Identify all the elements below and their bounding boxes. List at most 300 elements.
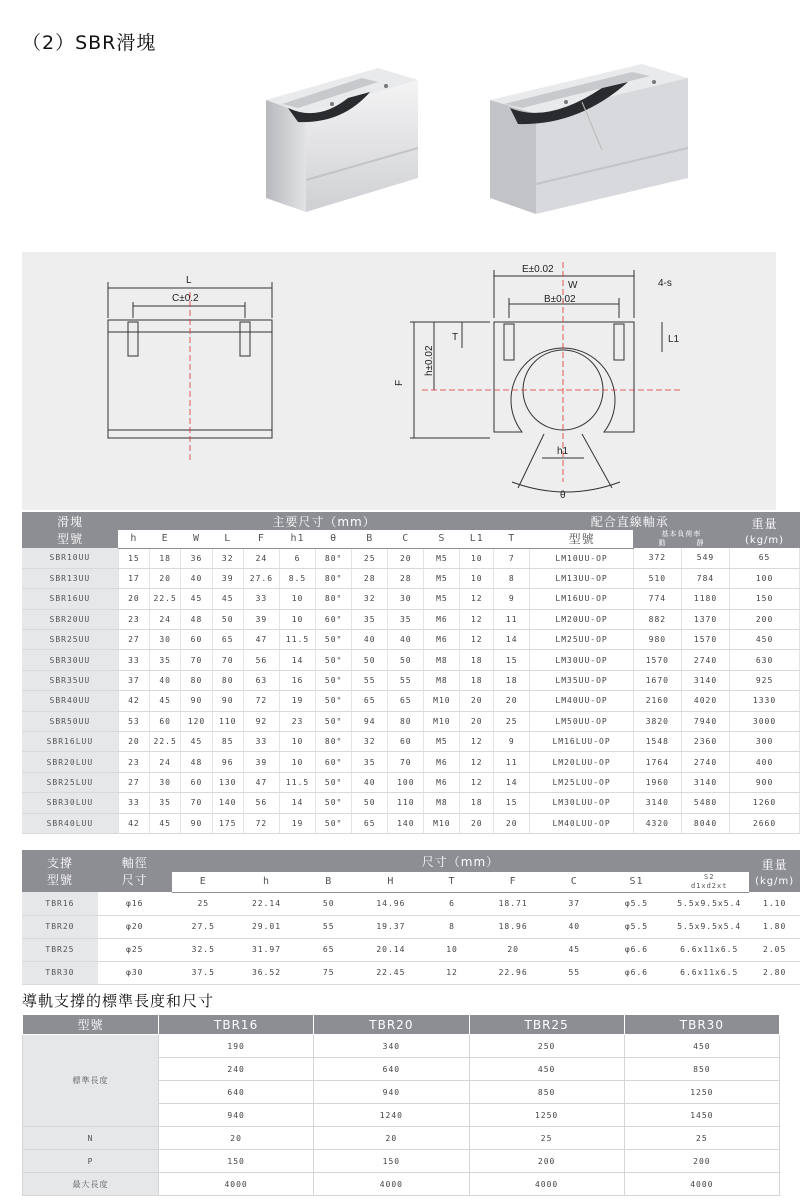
row-model: SBR30UU (22, 650, 118, 670)
table-cell: 35 (150, 793, 181, 813)
table-cell: 28 (352, 568, 388, 588)
table-cell: 40 (352, 630, 388, 650)
table-cell: 40 (150, 670, 181, 690)
table-row (23, 1173, 780, 1196)
header-support-dims: 尺寸（mm） (172, 850, 750, 872)
table-cell: 1330 (730, 691, 800, 711)
table-cell: 850 (624, 1058, 779, 1081)
table-cell: 1548 (633, 732, 681, 752)
table-cell: 200 (469, 1150, 624, 1173)
table-cell: 35 (388, 609, 424, 629)
table-cell: 640 (159, 1081, 314, 1104)
header-sup-s2: S2 d1xd2xt (669, 872, 749, 892)
table-cell: 15 (494, 793, 530, 813)
table-cell: 16 (279, 670, 315, 690)
table-row (23, 1150, 780, 1173)
table-cell: 35 (352, 752, 388, 772)
header-bearing: 配合直線軸承 (530, 512, 730, 530)
table-cell: 14.96 (359, 892, 422, 915)
table-cell: M6 (424, 630, 460, 650)
header-dim-h1: h1 (279, 530, 315, 548)
table-cell: 24 (150, 752, 181, 772)
table-cell: 12 (460, 752, 494, 772)
table-cell: 39 (243, 609, 279, 629)
table-cell: 85 (212, 732, 243, 752)
dim-label-l1: L1 (668, 334, 680, 345)
table-cell: 22.5 (150, 732, 181, 752)
table-cell: 20 (118, 732, 149, 752)
header-dim-b: B (352, 530, 388, 548)
table-cell: 50 (298, 892, 359, 915)
header-sup-c: C (545, 872, 604, 892)
header-dim-s: S (424, 530, 460, 548)
table-row (22, 772, 800, 792)
table-cell: 60° (316, 609, 352, 629)
header-tbr25: TBR25 (469, 1015, 624, 1035)
table-cell: 42 (118, 691, 149, 711)
table-cell: 65 (298, 938, 359, 961)
table-cell: φ20 (98, 915, 172, 938)
table-cell: 11 (494, 752, 530, 772)
header-length-model: 型號 (23, 1015, 159, 1035)
table-cell: 23 (118, 609, 149, 629)
table-cell: 25 (494, 711, 530, 731)
row-model: SBR40UU (22, 691, 118, 711)
table-cell: 80° (316, 548, 352, 568)
header-dim-h: h (118, 530, 149, 548)
table-cell: 1670 (633, 670, 681, 690)
table-cell: LM16LUU-OP (530, 732, 633, 752)
header-bearing-model: 型號 (530, 530, 633, 548)
table-cell: 925 (730, 670, 800, 690)
table-cell: 70 (388, 752, 424, 772)
table-cell: 40 (545, 915, 604, 938)
table-cell: 2.05 (749, 938, 800, 961)
table-cell: 36 (181, 548, 212, 568)
table-cell: 35 (352, 609, 388, 629)
table-row (22, 915, 800, 938)
header-tbr16: TBR16 (159, 1015, 314, 1035)
length-section-title: 導軌支撐的標準長度和尺寸 (22, 992, 215, 1010)
table-cell: φ5.5 (604, 915, 669, 938)
table-cell: 32 (352, 589, 388, 609)
dim-label-s: 4-s (658, 278, 672, 289)
table-row (22, 752, 800, 772)
header-sup-h: h (235, 872, 298, 892)
table-cell: 53 (118, 711, 149, 731)
page-title: （2）SBR滑塊 (22, 32, 157, 54)
table-cell: 20 (460, 691, 494, 711)
table-cell: LM30LUU-OP (530, 793, 633, 813)
table-cell: 17 (118, 568, 149, 588)
table-cell: 1180 (681, 589, 729, 609)
table-cell: LM25UU-OP (530, 630, 633, 650)
table-cell: 100 (730, 568, 800, 588)
table-cell: 3140 (681, 670, 729, 690)
table-cell: 50 (352, 650, 388, 670)
table-cell: φ6.6 (604, 938, 669, 961)
table-cell: 4000 (314, 1173, 469, 1196)
table-cell: 60° (316, 752, 352, 772)
table-cell: 100 (388, 772, 424, 792)
dim-label-e: E±0.02 (522, 264, 554, 275)
table-cell: 140 (388, 813, 424, 833)
table-cell: 10 (423, 938, 482, 961)
table-cell: 42 (118, 813, 149, 833)
row-label-std-length: 標準長度 (23, 1035, 159, 1127)
table-cell: φ6.6 (604, 961, 669, 984)
table-cell: 8040 (681, 813, 729, 833)
table-cell: 20 (460, 813, 494, 833)
table-cell: 450 (624, 1035, 779, 1058)
table-cell: 45 (181, 589, 212, 609)
table-cell: 25 (624, 1127, 779, 1150)
table-row (22, 711, 800, 731)
table-cell: 9 (494, 589, 530, 609)
dimension-drawing (22, 252, 776, 510)
table-cell: 22.14 (235, 892, 298, 915)
table-cell: LM25LUU-OP (530, 772, 633, 792)
table-cell: M10 (424, 691, 460, 711)
table-cell: 65 (352, 813, 388, 833)
table-cell: LM40UU-OP (530, 691, 633, 711)
table-cell: 50° (316, 772, 352, 792)
table-cell: 55 (545, 961, 604, 984)
table-row (22, 609, 800, 629)
table-cell: 1960 (633, 772, 681, 792)
table-cell: 50 (352, 793, 388, 813)
table-cell: 1.80 (749, 915, 800, 938)
table-cell: 32 (352, 732, 388, 752)
table-row (22, 732, 800, 752)
table-row (22, 630, 800, 650)
table-row (22, 892, 800, 915)
table-cell: 19 (279, 813, 315, 833)
table-cell: 22.45 (359, 961, 422, 984)
table-cell: 3000 (730, 711, 800, 731)
table-cell: 30 (150, 772, 181, 792)
table-cell: 90 (181, 691, 212, 711)
table-cell: 37.5 (172, 961, 235, 984)
table-cell: 23 (118, 752, 149, 772)
row-model: SBR13UU (22, 568, 118, 588)
table-cell: 19 (279, 691, 315, 711)
row-model: SBR10UU (22, 548, 118, 568)
table-cell: 27 (118, 772, 149, 792)
table-cell: φ25 (98, 938, 172, 961)
table-cell: 20 (118, 589, 149, 609)
dim-label-b: B±0.02 (544, 294, 576, 305)
table-cell: 14 (279, 650, 315, 670)
table-cell: 1370 (681, 609, 729, 629)
table-row (22, 961, 800, 984)
table-cell: 40 (388, 630, 424, 650)
block-spec-table (22, 512, 800, 834)
table-cell: M5 (424, 589, 460, 609)
table-cell: M5 (424, 732, 460, 752)
table-cell: 80° (316, 589, 352, 609)
row-model: TBR30 (22, 961, 98, 984)
table-cell: 55 (352, 670, 388, 690)
header-sup-hh: H (359, 872, 422, 892)
table-cell: 110 (388, 793, 424, 813)
table-cell: 55 (388, 670, 424, 690)
row-label-max-length: 最大長度 (23, 1173, 159, 1196)
table-cell: 510 (633, 568, 681, 588)
table-cell: 50° (316, 793, 352, 813)
table-cell: 35 (150, 650, 181, 670)
table-cell: LM13UU-OP (530, 568, 633, 588)
table-cell: 8 (423, 915, 482, 938)
table-cell: M5 (424, 568, 460, 588)
table-cell: 450 (469, 1058, 624, 1081)
table-cell: 4320 (633, 813, 681, 833)
table-cell: 56 (243, 650, 279, 670)
table-cell: 1240 (314, 1104, 469, 1127)
table-cell: 80 (388, 711, 424, 731)
table-cell: 72 (243, 691, 279, 711)
table-cell: 1260 (730, 793, 800, 813)
dim-label-h1: h1 (557, 446, 569, 457)
table-row (22, 650, 800, 670)
table-cell: LM30UU-OP (530, 650, 633, 670)
table-cell: 32 (212, 548, 243, 568)
table-cell: 12 (460, 772, 494, 792)
table-cell: 90 (212, 691, 243, 711)
table-cell: 80° (316, 568, 352, 588)
row-model: SBR30LUU (22, 793, 118, 813)
table-cell: 92 (243, 711, 279, 731)
header-sup-t: T (423, 872, 482, 892)
table-cell: 6.6x11x6.5 (669, 961, 749, 984)
table-cell: 50° (316, 711, 352, 731)
row-model: TBR16 (22, 892, 98, 915)
header-sup-s1: S1 (604, 872, 669, 892)
table-cell: 65 (730, 548, 800, 568)
table-cell: 7940 (681, 711, 729, 731)
table-cell: 48 (181, 752, 212, 772)
table-cell: 900 (730, 772, 800, 792)
table-cell: 20 (150, 568, 181, 588)
table-cell: 450 (730, 630, 800, 650)
table-cell: 130 (212, 772, 243, 792)
table-cell: 90 (181, 813, 212, 833)
table-cell: LM20UU-OP (530, 609, 633, 629)
table-cell: 340 (314, 1035, 469, 1058)
header-sup-e: E (172, 872, 235, 892)
header-dim-l1: L1 (460, 530, 494, 548)
table-cell: 8 (494, 568, 530, 588)
table-cell: 12 (460, 609, 494, 629)
table-cell: 2740 (681, 752, 729, 772)
product-photo-short (258, 60, 438, 220)
product-photo-long (482, 60, 702, 220)
table-cell: 549 (681, 548, 729, 568)
table-cell: 27 (118, 630, 149, 650)
table-cell: 10 (460, 548, 494, 568)
table-cell: 20 (494, 813, 530, 833)
table-cell: 250 (469, 1035, 624, 1058)
table-cell: M6 (424, 772, 460, 792)
table-cell: 25 (352, 548, 388, 568)
table-cell: 22.96 (482, 961, 545, 984)
table-cell: 150 (730, 589, 800, 609)
table-cell: M8 (424, 670, 460, 690)
table-cell: M8 (424, 650, 460, 670)
table-cell: 20 (314, 1127, 469, 1150)
table-cell: 1570 (681, 630, 729, 650)
table-cell: 50° (316, 630, 352, 650)
table-cell: 1450 (624, 1104, 779, 1127)
table-cell: 2740 (681, 650, 729, 670)
table-cell: 12 (460, 630, 494, 650)
row-label-n: N (23, 1127, 159, 1150)
table-cell: 45 (150, 813, 181, 833)
table-cell: 14 (494, 630, 530, 650)
table-cell: 37 (545, 892, 604, 915)
table-cell: 8.5 (279, 568, 315, 588)
table-cell: 5480 (681, 793, 729, 813)
table-cell: 96 (212, 752, 243, 772)
table-cell: 150 (159, 1150, 314, 1173)
row-model: TBR20 (22, 915, 98, 938)
table-cell: 300 (730, 732, 800, 752)
table-cell: 33 (243, 732, 279, 752)
table-cell: M6 (424, 752, 460, 772)
table-cell: 45 (545, 938, 604, 961)
table-cell: 12 (460, 589, 494, 609)
table-cell: 200 (624, 1150, 779, 1173)
table-cell: 50° (316, 650, 352, 670)
table-cell: 190 (159, 1035, 314, 1058)
table-cell: 10 (279, 752, 315, 772)
table-cell: 140 (212, 793, 243, 813)
table-cell: 55 (298, 915, 359, 938)
table-cell: M8 (424, 793, 460, 813)
table-cell: 14 (494, 772, 530, 792)
table-cell: 18 (494, 670, 530, 690)
table-cell: 1250 (624, 1081, 779, 1104)
table-cell: 3820 (633, 711, 681, 731)
table-cell: 50° (316, 813, 352, 833)
table-cell: 23 (279, 711, 315, 731)
table-cell: 15 (494, 650, 530, 670)
table-cell: 6.6x11x6.5 (669, 938, 749, 961)
table-cell: 18 (460, 670, 494, 690)
table-cell: 94 (352, 711, 388, 731)
table-cell: 39 (212, 568, 243, 588)
header-dim-f: F (243, 530, 279, 548)
table-cell: 2.80 (749, 961, 800, 984)
table-cell: 28 (388, 568, 424, 588)
table-cell: 630 (730, 650, 800, 670)
table-cell: 60 (388, 732, 424, 752)
table-cell: LM40LUU-OP (530, 813, 633, 833)
table-cell: 11.5 (279, 630, 315, 650)
table-cell: 33 (118, 793, 149, 813)
table-cell: M6 (424, 609, 460, 629)
table-cell: 2160 (633, 691, 681, 711)
header-dim-theta: θ (316, 530, 352, 548)
row-model: SBR20LUU (22, 752, 118, 772)
table-cell: φ30 (98, 961, 172, 984)
table-cell: 80° (316, 732, 352, 752)
table-cell: 30 (388, 589, 424, 609)
table-cell: 980 (633, 630, 681, 650)
table-cell: 15 (118, 548, 149, 568)
table-cell: 75 (298, 961, 359, 984)
table-cell: 60 (181, 772, 212, 792)
header-dim-t: T (494, 530, 530, 548)
table-cell: 9 (494, 732, 530, 752)
table-cell: 48 (181, 609, 212, 629)
table-cell: 11.5 (279, 772, 315, 792)
table-cell: 50° (316, 691, 352, 711)
table-cell: 45 (150, 691, 181, 711)
header-tbr20: TBR20 (314, 1015, 469, 1035)
table-cell: 12 (423, 961, 482, 984)
header-main-dims: 主要尺寸（mm） (118, 512, 530, 530)
table-cell: 20.14 (359, 938, 422, 961)
row-model: SBR16LUU (22, 732, 118, 752)
table-cell: 72 (243, 813, 279, 833)
table-cell: 7 (494, 548, 530, 568)
table-cell: 6 (279, 548, 315, 568)
table-cell: 45 (212, 589, 243, 609)
table-cell: φ5.5 (604, 892, 669, 915)
table-cell: 20 (159, 1127, 314, 1150)
table-cell: 27.5 (172, 915, 235, 938)
table-cell: φ16 (98, 892, 172, 915)
table-cell: 63 (243, 670, 279, 690)
support-table-body (22, 892, 800, 984)
table-cell: 27.6 (243, 568, 279, 588)
table-cell: 70 (181, 650, 212, 670)
table-cell: LM10UU-OP (530, 548, 633, 568)
row-model: SBR16UU (22, 589, 118, 609)
row-model: SBR35UU (22, 670, 118, 690)
dim-label-t: T (452, 332, 459, 343)
table-cell: 30 (150, 630, 181, 650)
table-cell: 10 (279, 589, 315, 609)
table-cell: 33 (118, 650, 149, 670)
table-cell: LM20LUU-OP (530, 752, 633, 772)
header-dim-w: W (181, 530, 212, 548)
dim-label-c: C±0.2 (172, 293, 199, 304)
table-cell: 20 (494, 691, 530, 711)
table-cell: 19.37 (359, 915, 422, 938)
table-cell: 18 (150, 548, 181, 568)
table-cell: 70 (212, 650, 243, 670)
table-cell: 150 (314, 1150, 469, 1173)
table-cell: 80 (212, 670, 243, 690)
table-row (22, 691, 800, 711)
dim-label-l: L (186, 275, 192, 286)
table-row (22, 548, 800, 568)
header-load: 基本負荷率 動 靜 (633, 530, 729, 548)
table-cell: LM16UU-OP (530, 589, 633, 609)
table-cell: 45 (181, 732, 212, 752)
table-cell: 372 (633, 548, 681, 568)
table-cell: 65 (212, 630, 243, 650)
table-cell: 29.01 (235, 915, 298, 938)
dim-label-f: F (394, 379, 405, 386)
table-cell: 39 (243, 752, 279, 772)
table-cell: 32.5 (172, 938, 235, 961)
header-sup-f: F (482, 872, 545, 892)
table-cell: 784 (681, 568, 729, 588)
table-row (23, 1035, 780, 1058)
